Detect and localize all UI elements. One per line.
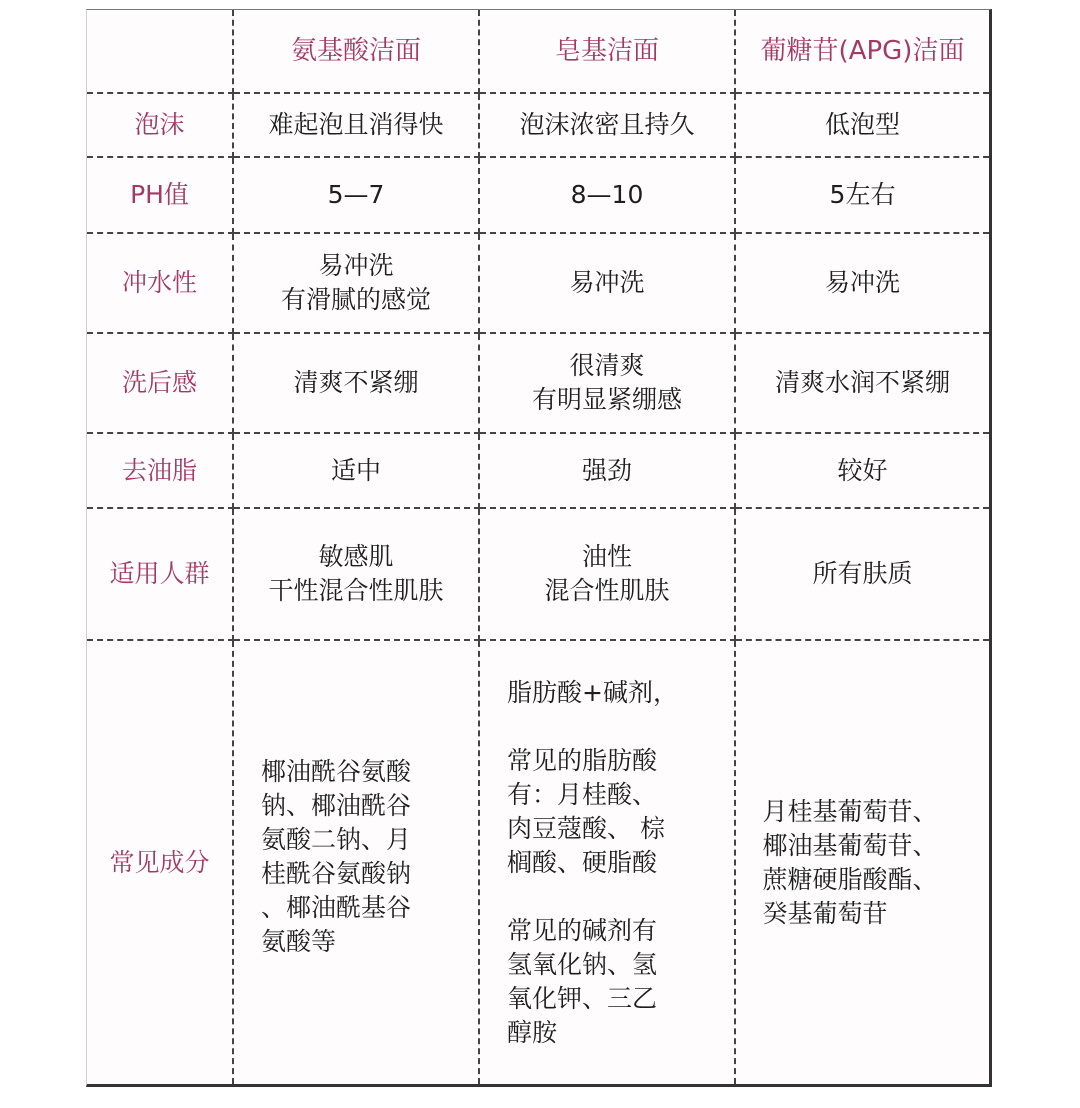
- cell-soap-ph: 8—10: [479, 157, 735, 233]
- cell-line: 氧化钾、三乙: [507, 983, 658, 1013]
- cell-line: 氨酸等: [261, 926, 337, 956]
- row-label-ph: PH值: [87, 157, 233, 233]
- cell-apg-after-feel: 清爽水润不紧绷: [735, 333, 989, 433]
- cell-line: 很清爽: [569, 351, 645, 380]
- cell-amino-ph: 5—7: [233, 157, 479, 233]
- header-corner: [87, 10, 233, 93]
- cell-apg-rinse: 易冲洗: [735, 233, 989, 333]
- table-row-rinse: [87, 233, 989, 333]
- cell-apg-foam: 低泡型: [735, 93, 989, 157]
- cell-line: 钠、椰油酰谷: [261, 790, 412, 820]
- cell-line: 榈酸、硬脂酸: [507, 847, 658, 877]
- header-soap-based: 皂基洁面: [479, 10, 735, 93]
- table-row-after-feel: [87, 333, 989, 433]
- row-label-suitable-skin: 适用人群: [87, 508, 233, 640]
- cell-apg-ingredients: [735, 640, 989, 1084]
- cell-line: 常见的碱剂有: [507, 915, 658, 945]
- cell-soap-ingredients: [479, 640, 735, 1084]
- cell-amino-oil-removal: 适中: [233, 433, 479, 508]
- cell-amino-after-feel: 清爽不紧绷: [233, 333, 479, 433]
- cell-line: 脂肪酸+碱剂，: [507, 677, 678, 707]
- row-label-after-feel: 洗后感: [87, 333, 233, 433]
- cell-line: 氢氧化钠、氢: [507, 949, 658, 979]
- cell-line: 椰油酰谷氨酸: [261, 756, 412, 786]
- cell-line: 桂酰谷氨酸钠: [261, 858, 412, 888]
- cell-line: 易冲洗: [318, 251, 394, 280]
- cell-line: 常见的脂肪酸: [507, 745, 658, 775]
- ingredients-text: [507, 676, 707, 1050]
- paragraph-gap: [507, 710, 707, 744]
- ingredients-text: [763, 795, 963, 931]
- cell-amino-rinse: [233, 233, 479, 333]
- cell-line: 氨酸二钠、月: [261, 824, 412, 854]
- cell-soap-oil-removal: 强劲: [479, 433, 735, 508]
- cell-line: 敏感肌: [318, 542, 394, 571]
- cell-line: 癸基葡萄苷: [762, 898, 888, 928]
- cell-soap-suitable-skin: [479, 508, 735, 640]
- cell-line: 有明显紧绷感: [531, 385, 682, 414]
- table-row-ph: [87, 157, 989, 233]
- cell-soap-foam: 泡沫浓密且持久: [479, 93, 735, 157]
- row-label-ingredients: 常见成分: [87, 640, 233, 1084]
- paragraph-gap: [507, 880, 707, 914]
- cell-line: 干性混合性肌肤: [268, 576, 444, 605]
- row-label-foam: 泡沫: [87, 93, 233, 157]
- table-row-ingredients: [87, 640, 989, 1084]
- header-row: [87, 10, 989, 93]
- cell-amino-suitable-skin: [233, 508, 479, 640]
- cell-line: 蔗糖硬脂酸酯、: [762, 864, 938, 894]
- cell-apg-oil-removal: 较好: [735, 433, 989, 508]
- cell-soap-after-feel: [479, 333, 735, 433]
- cell-line: 肉豆蔻酸、 棕: [507, 813, 665, 843]
- cell-line: 月桂基葡萄苷、: [762, 796, 938, 826]
- cell-line: 油性: [581, 542, 632, 571]
- row-label-oil-removal: 去油脂: [87, 433, 233, 508]
- cell-amino-ingredients: [233, 640, 479, 1084]
- cleanser-comparison-table: [86, 9, 992, 1087]
- cell-apg-suitable-skin: 所有肤质: [735, 508, 989, 640]
- cell-line: 、椰油酰基谷: [261, 892, 412, 922]
- cell-line: 混合性肌肤: [544, 576, 670, 605]
- table-row-suitable-skin: [87, 508, 989, 640]
- table-row-foam: [87, 93, 989, 157]
- cell-line: 醇胺: [507, 1017, 558, 1047]
- table-row-oil-removal: [87, 433, 989, 508]
- cell-line: 有：月桂酸、: [507, 779, 658, 809]
- cell-line: 有滑腻的感觉: [280, 285, 431, 314]
- cell-line: 椰油基葡萄苷、: [762, 830, 938, 860]
- ingredients-text: [261, 755, 451, 959]
- row-label-rinse: 冲水性: [87, 233, 233, 333]
- header-apg: 葡糖苷(APG)洁面: [735, 10, 989, 93]
- comparison-grid: [87, 10, 989, 1084]
- cell-apg-ph: 5左右: [735, 157, 989, 233]
- header-amino-acid: 氨基酸洁面: [233, 10, 479, 93]
- cell-amino-foam: 难起泡且消得快: [233, 93, 479, 157]
- cell-soap-rinse: 易冲洗: [479, 233, 735, 333]
